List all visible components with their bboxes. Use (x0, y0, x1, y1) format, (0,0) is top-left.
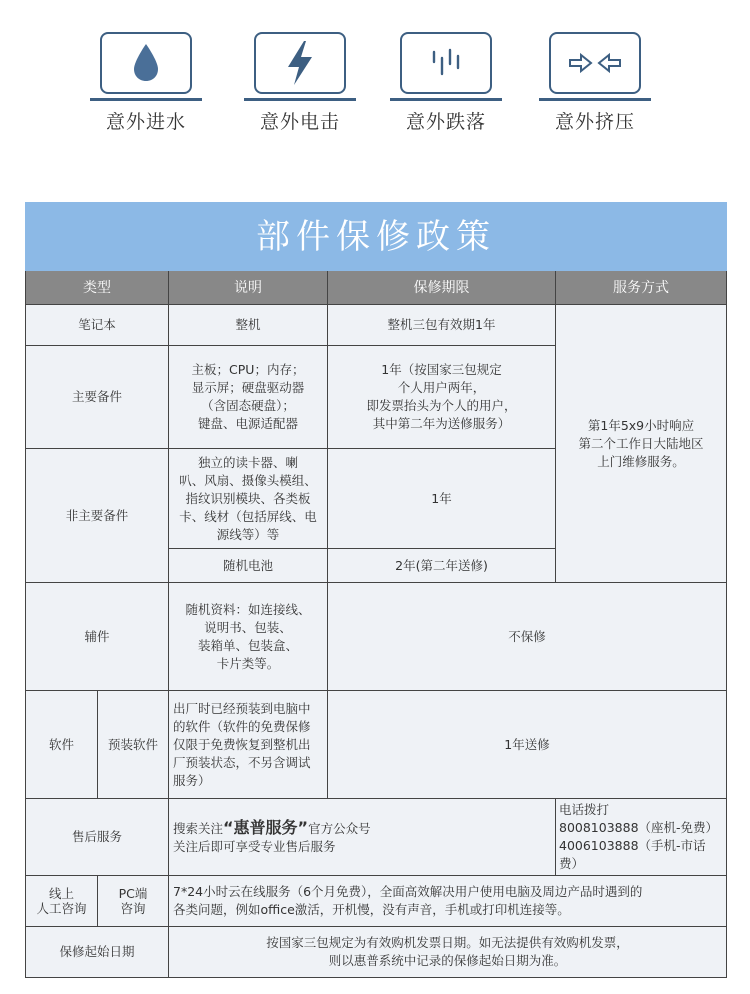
table-row (26, 691, 727, 799)
row-description: 主板；CPU；内存； 显示屏；硬盘驱动器 （含固态硬盘）； 键盘、电源适配器 (169, 346, 328, 449)
row-period: 整机三包有效期1年 (328, 305, 556, 346)
icon-label: 意外进水 (105, 111, 186, 133)
after-sales-description (169, 799, 556, 876)
icon-item-shock (240, 32, 360, 134)
table-row (26, 927, 727, 978)
lightning-icon (254, 32, 346, 94)
row-type: 保修起始日期 (26, 927, 169, 978)
squeeze-icon (549, 32, 641, 94)
icon-underline (90, 98, 202, 101)
row-description: 出厂时已经预装到电脑中 的软件（软件的免费保修 仅限于免费恢复到整机出 厂预装状态，不另含调试 服务） (169, 691, 328, 799)
search-suffix: 官方公众号 (308, 820, 371, 836)
row-description: 随机电池 (169, 549, 328, 583)
icon-item-fall (386, 32, 506, 134)
header-period: 保修期限 (328, 271, 556, 305)
header-description: 说明 (169, 271, 328, 305)
table-row (26, 876, 727, 927)
water-drop-icon (100, 32, 192, 94)
row-period: 2年(第二年送修) (328, 549, 556, 583)
row-subtype: PC端 咨询 (98, 876, 169, 927)
row-period: 1年送修 (328, 691, 727, 799)
after-sales-line2: 关注后即可享受专业售后服务 (173, 838, 336, 854)
row-type: 辅件 (26, 583, 169, 691)
phone-mobile: 4006103888（手机-市话费） (559, 838, 706, 871)
row-description: 随机资料：如连接线、 说明书、包装、 装箱单、包装盒、 卡片类等。 (169, 583, 328, 691)
icon-underline (390, 98, 502, 101)
fall-icon (400, 32, 492, 94)
brand-name: “惠普服务” (223, 817, 309, 837)
service-method: 第1年5x9小时响应 第二个工作日大陆地区 上门维修服务。 (556, 305, 727, 583)
row-description: 独立的读卡器、喇 叭、风扇、摄像头模组、 指纹识别模块、各类板 卡、线材（包括屏线、电 源线等）等 (169, 449, 328, 549)
icon-underline (539, 98, 651, 101)
row-type: 线上 人工咨询 (26, 876, 98, 927)
row-description: 7*24小时云在线服务（6个月免费），全面高效解决用户使用电脑及周边产品时遇到的 各类问题，例如office激活，开机慢，没有声音，手机或打印机连接等。 (169, 876, 727, 927)
table-row (26, 305, 727, 346)
row-type: 软件 (26, 691, 98, 799)
header-type: 类型 (26, 271, 169, 305)
search-prefix: 搜索关注 (173, 820, 224, 836)
warranty-policy-table (25, 202, 727, 978)
icon-item-squeeze (535, 32, 655, 134)
icon-label: 意外跌落 (405, 111, 486, 133)
table-row (26, 799, 727, 876)
after-sales-line1 (173, 819, 551, 838)
damage-icons-row (0, 0, 750, 150)
row-description: 按国家三包规定为有效购机发票日期。如无法提供有效购机发票， 则以惠普系统中记录的保修起始日期为准。 (169, 927, 727, 978)
row-subtype: 预装软件 (98, 691, 169, 799)
row-period: 不保修 (328, 583, 727, 691)
icon-label: 意外挤压 (554, 111, 635, 133)
icon-item-water (86, 32, 206, 134)
header-service: 服务方式 (556, 271, 727, 305)
icon-label: 意外电击 (259, 111, 340, 133)
icon-underline (244, 98, 356, 101)
table-header-row (26, 271, 727, 305)
row-period: 1年 (328, 449, 556, 549)
phone-landline: 8008103888（座机-免费） (559, 820, 719, 835)
row-description: 整机 (169, 305, 328, 346)
row-type: 非主要备件 (26, 449, 169, 583)
phone-title: 电话拨打 (559, 802, 610, 817)
row-type: 售后服务 (26, 799, 169, 876)
table-title: 部件保修政策 (26, 203, 727, 271)
phone-info (556, 799, 727, 876)
row-period: 1年（按国家三包规定 个人用户两年， 即发票抬头为个人的用户， 其中第二年为送修服务） (328, 346, 556, 449)
row-type: 主要备件 (26, 346, 169, 449)
row-type: 笔记本 (26, 305, 169, 346)
table-row (26, 583, 727, 691)
